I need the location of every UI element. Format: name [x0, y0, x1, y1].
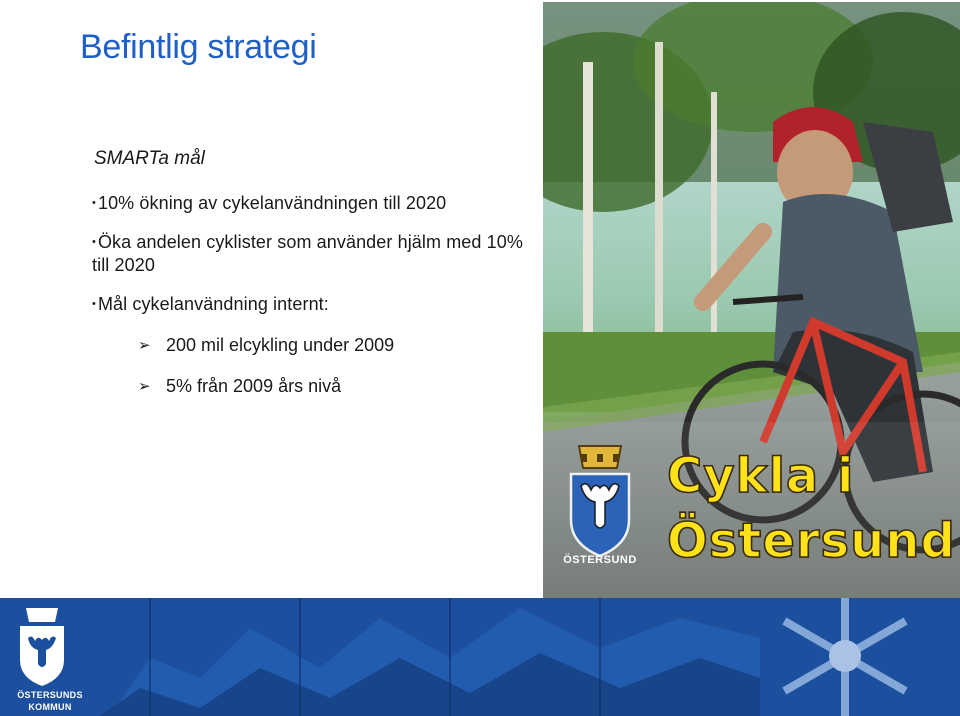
bullet-dot-icon: •	[92, 236, 96, 248]
bullet-dot-icon: •	[92, 298, 96, 310]
footer-logo-line2: KOMMUN	[28, 702, 72, 712]
bullet-item	[92, 231, 532, 277]
photo-headline-line2: Östersund	[667, 513, 956, 569]
subbullet-item	[138, 334, 532, 357]
bullet-text: 10% ökning av cykelanvändningen till 2020	[97, 193, 447, 213]
subbullet-text: 200 mil elcykling under 2009	[166, 335, 395, 355]
footer-logo-line1: ÖSTERSUNDS	[17, 690, 83, 700]
footer-band	[0, 598, 960, 716]
slide-subtitle: SMARTa mål	[94, 148, 205, 169]
subbullet-item	[138, 375, 532, 398]
crest-label: ÖSTERSUND	[563, 554, 637, 566]
slide-title: Befintlig strategi	[80, 28, 317, 66]
bullet-text: Öka andelen cyklister som använder hjälm med 10% till 2020	[92, 232, 523, 275]
cyclist-photo	[543, 2, 960, 598]
photo-headline-line1: Cykla i	[667, 448, 855, 504]
subbullet-text: 5% från 2009 års nivå	[166, 376, 342, 396]
arrow-bullet-icon: ➢	[138, 378, 151, 395]
bullet-text: Mål cykelanvändning internt:	[97, 294, 329, 314]
slide-content	[92, 148, 532, 416]
bullet-item	[92, 192, 532, 215]
footer-logo-name	[0, 689, 100, 713]
bullet-item	[92, 293, 532, 316]
bullet-dot-icon: •	[92, 197, 96, 209]
ostersund-crest-icon	[565, 440, 635, 568]
snowflake-pattern-decoration	[0, 598, 960, 716]
arrow-bullet-icon: ➢	[138, 337, 151, 354]
